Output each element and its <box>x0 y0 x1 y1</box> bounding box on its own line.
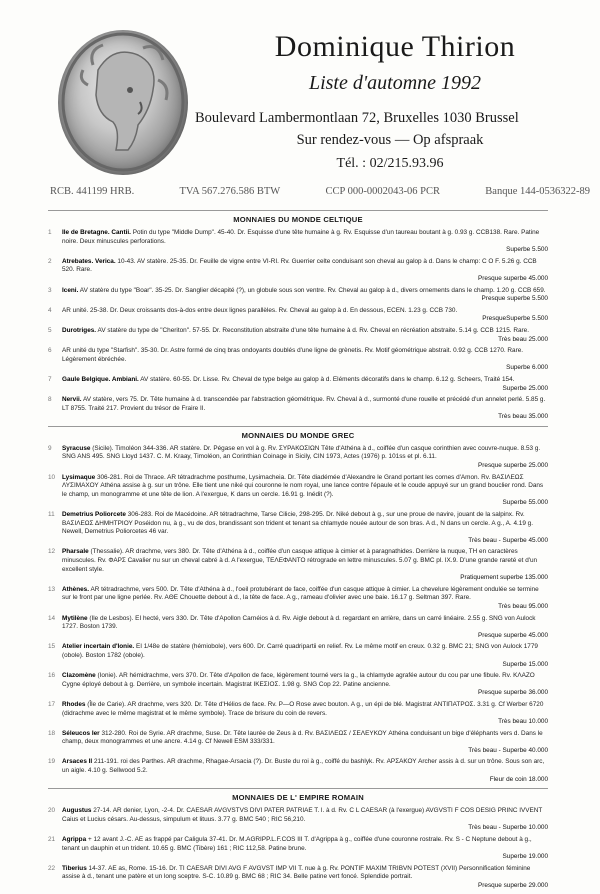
coin-portrait-image <box>58 30 188 175</box>
entry-heading: Ile de Bretagne. Cantii. <box>62 229 131 236</box>
section-divider <box>48 788 548 789</box>
catalogue-entry <box>48 672 548 698</box>
entry-number: 2 <box>48 257 52 265</box>
entry-number: 6 <box>48 347 52 355</box>
entry-description: AR unité du type "Starfish". 35-30. Dr. Astre formé de cinq bras ondoyants doublés d'une ligne de grènetis. Rv. Motif géométrique abstrait. 0.92 g. CCB 1270. Rare. Légèrement ébréchée. <box>62 347 524 363</box>
entry-heading: Atrebates. Verica. <box>62 257 116 265</box>
entry-grade-price: PresqueSuperbe 5.500 <box>482 315 548 323</box>
catalogue-entry <box>48 396 548 422</box>
catalogue-entry <box>48 445 548 471</box>
entry-heading: Iceni. <box>62 286 79 294</box>
catalogue-entry <box>48 643 548 669</box>
entry-description: 306-281. Roi de Thrace. AR tétradrachme posthume, Lysimacheia. Dr. Tête diadémée d'Alexandre le Grand portant les cornes d'Amon. Rv. ΒΑΣΙΛΕΩΣ ΛΥΣΙΜΑΧΟΥ Athéna assise à g. sur un trône. Elle tient une niké qui couronne le nom royal, une lance contre l'épaule et le coude appuyé sur un grand bouclier rond. Dans le champ, un monogramme et une tête de lion. A l'exergue, K dans un cercle. 16.91 g. Inédit (?). <box>62 473 544 498</box>
entry-heading: Agrippa <box>62 836 87 844</box>
entry-grade-price: Fleur de coin 18.000 <box>489 775 548 783</box>
entry-description: EI 1/48e de statère (hémiobole), vers 600. Dr. Carré quadripartii en relief. Rv. Le même motif en creux. 0.32 g. BMC 21; SNG von Aulock 1779 (obole). Boston 1782 (obole). <box>62 643 538 659</box>
entry-grade-price: Presque superbe 29.000 <box>478 882 548 889</box>
entry-grade-price: Presque superbe 25.000 <box>478 462 548 470</box>
entry-number: 11 <box>48 511 55 519</box>
entry-heading: Clazomène <box>62 672 96 680</box>
catalogue-content <box>48 206 548 894</box>
entry-description: (Thessalie). AR drachme, vers 380. Dr. Tête d'Athéna à d., coiffée d'un casque attique à cimier et à paragnathides. Derrière la nuque, TH en caractères minuscules. Rv. ΦΑΡΣ Cavalier nu sur un cheval cabré à d. A l'exergue, ΤΕΛΕΦΑΝΤΟ rétrograde en lettre minuscules. 5.07 g. BMC pl. IX.9. D'une grande rareté et d'un excellent style. <box>62 548 538 573</box>
entry-grade-price: Presque superbe 45.000 <box>478 631 548 639</box>
entry-description: (Sicile). Timoléon 344-336. AR statère. Dr. Pégase en vol à g. Rv. ΣΥΡΑΚΟΣΙΩΝ Tête d'Athéna à d., coiffée d'un casque corinthien avec couvre-nuque. 8.53 g. SNG ANS 495. SNG Lloyd 1437. C. M. Kraay, Timoléon, an Corinthian Coinage in Sicily, CIN 1973, Actes (1976) p. 101ss et pl. 6.11. <box>62 444 541 461</box>
entry-grade-price: Presque superbe 45.000 <box>478 274 548 282</box>
entry-heading: Demetrius Poliorcete <box>62 511 126 519</box>
entry-description: Potin du type "Middle Dump". 45-40. Dr. Esquisse d'une tête humaine à g. Rv. Esquisse d'un taureau boutant à g. 0.93 g. CCB138. Rare. Patine noire. Deux minuscules perforations. <box>62 229 540 245</box>
entry-description: 10-43. AV statère. 25-35. Dr. Feuille de vigne entre VI-RI. Rv. Guerrier celte conduisant son cheval au galop à d. Dans le champ: C O F. 5.26 g. CCB 520. Rare. <box>62 257 537 274</box>
entry-description: + 12 avant J.-C. AE as frappé par Caligula 37-41. Dr. M.AGRIPP.L.F.COS III T. d'Agrippa à g., coiffée d'une couronne rostrale. Rv. S - C Neptune debout à g., tenant un dauphin et un trident. 10.65 g. BMC (Tibère) 161 ; RIC 112,58. Patine brune. <box>62 836 532 852</box>
section-heading: MONNAIES DU MONDE GREC <box>241 430 355 440</box>
entry-number: 7 <box>48 375 52 383</box>
catalogue-entry <box>48 836 548 862</box>
entry-number: 10 <box>48 473 56 481</box>
entry-heading: Nervii. <box>62 396 82 404</box>
entry-number: 22 <box>48 864 56 872</box>
catalogue-entry <box>48 327 548 344</box>
entry-description: 14-37. AE as, Rome. 15-16. Dr. TI CAESAR DIVI AVG F AVGVST IMP VII T. nue à g. Rv. PONTIF MAXIM TRIBVN POTEST (XVII) Personnification féminine assise à d., tenant une patère et un long sceptre. S-C. 10.89 g. BMC 68 ; RIC 34. Belle patine vert foncé. Splendide portrait. <box>62 864 531 881</box>
entry-description: AV statère du type de "Cheriton". 57-55. Dr. Reconstitution abstraite d'une tête humaine à d. Rv. Cheval en récréation abstraite. 5.14 g. CCB 1215. Rare. <box>97 326 529 334</box>
entry-grade-price: Superbe 6.000 <box>506 364 548 372</box>
entry-heading: Arsaces II <box>62 758 93 766</box>
entry-description: (Île de Carie). AR drachme, vers 320. Dr. Tête d'Hélios de face. Rv. P—O Rose avec bouton. A g., un épi de blé. Magistrat ΑΝΤΙΠΑΤΡΟΣ. 3.31 g. Cf Werber 6720 (didrachme avec le même magistrat et le même symbole). Trace de brisure du coin de revers. <box>62 700 544 717</box>
catalogue-entry <box>48 376 548 393</box>
entry-grade-price: Superbe 55.000 <box>502 499 548 507</box>
entry-heading: Syracuse <box>62 444 91 452</box>
catalogue-entry <box>48 548 548 582</box>
entry-description: AV statère, vers 75. Dr. Tête humaine à d. transcendée par l'abstraction géométrique. Rv. Cheval à d., surmonté d'une rouelle et précédé d'un annelet perlé. 5.85 g. LT 8755. Traité 217. Provient du trésor de Fraire II. <box>62 396 546 412</box>
entry-number: 15 <box>48 643 56 651</box>
catalogue-entry <box>48 229 548 255</box>
catalogue-entry <box>48 807 548 833</box>
entry-number: 13 <box>48 585 56 593</box>
catalogue-entry <box>48 758 548 784</box>
entry-description: AV statère. 60-55. Dr. Lisse. Rv. Cheval de type belge au galop à d. Eléments décoratifs dans le champ. 6.12 g. Scheers, Traité 154. <box>140 375 515 383</box>
entry-heading: Athènes. <box>62 585 89 593</box>
entry-number: 17 <box>48 700 56 708</box>
entry-description: 211-191. roi des Parthes. AR drachme, Rhagae-Arsacia (?). Dr. Buste du roi à g., coiffé du bashlyk. Rv. ΑΡΣΑΚΟΥ Archer assis à d. sur un trône. Sous son arc, un aigle. 4.10 g. Sellwood 5.2. <box>62 758 545 775</box>
section-divider <box>48 210 548 211</box>
entry-description: AR tétradrachme, vers 500. Dr. Tête d'Athéna à d., l'oeil protubérant de face, coiffée d'un casque attique à cimier. La chevelure légèrement ondulée se termine sur le front par une ligne perlée. Rv. AΘE Chouette debout à d., la tête de face. A g., rameau d'olivier avec une baie. 16.17 g. Seltman 397. Rare. <box>62 585 539 602</box>
entry-number: 14 <box>48 614 56 622</box>
address: Boulevard Lambermontlaan 72, Bruxelles 1030 Brussel <box>195 110 519 126</box>
entry-grade-price: Très beau 25.000 <box>498 335 548 343</box>
phone-number: Tél. : 02/215.93.96 <box>336 156 444 171</box>
entry-heading: Rhodes <box>62 700 86 708</box>
entry-number: 16 <box>48 672 56 680</box>
entry-number: 18 <box>48 729 56 737</box>
entry-number: 4 <box>48 306 52 314</box>
registration-line <box>50 186 590 197</box>
catalogue-entry <box>48 615 548 641</box>
entry-grade-price: Superbe 15.000 <box>502 660 548 668</box>
catalogue-entry <box>48 511 548 545</box>
entry-number: 3 <box>48 286 52 294</box>
rcb-number: RCB. 441199 HRB. <box>50 186 135 197</box>
entry-number: 1 <box>48 229 52 236</box>
entry-number: 19 <box>48 758 56 766</box>
entry-grade-price: Presque superbe 36.000 <box>478 689 548 697</box>
entry-grade-price: Très beau 35.000 <box>498 413 548 421</box>
entry-heading: Pharsale <box>62 548 89 556</box>
entry-heading: Tiberius <box>62 864 87 872</box>
catalogue-entry <box>48 347 548 373</box>
entry-heading: Augustus <box>62 807 92 815</box>
entry-grade-price: Presque superbe 5.500 <box>481 295 548 303</box>
entry-grade-price: Superbe 25.000 <box>502 384 548 392</box>
entry-description: 306-283. Roi de Macédoine. AR tétradrachme, Tarse Cilicie, 298-295. Dr. Niké debout à g., sur une proue de navire, jouant de la salpinx. Rv. ΒΑΣΙΛΕΩΣ ΔΗΜΗΤΡΙΟΥ Poséidon nu, à g., vu de dos, brandissant son trident et tenant sa chlamyde nouée autour de son bras. A d., N dans un cercle. A g., A. 4.19 g. Newell, Demetrius Poliorcetes 46 var. <box>62 511 533 536</box>
entry-grade-price: Superbe 19.000 <box>502 853 548 861</box>
appointment-note: Sur rendez-vous — Op afspraak <box>296 132 484 148</box>
entry-number: 12 <box>48 548 56 556</box>
entry-grade-price: Très beau - Superbe 10.000 <box>468 824 548 832</box>
dealer-name: Dominique Thirion <box>274 30 516 63</box>
section-heading: MONNAIES DU MONDE CELTIQUE <box>233 215 363 224</box>
entry-heading: Mytilène <box>62 614 88 622</box>
bank-number: Banque 144-0536322-89 <box>485 186 590 197</box>
entry-heading: Gaule Belgique. Ambiani. <box>62 375 139 383</box>
section-divider <box>48 426 548 427</box>
tva-number: TVA 567.276.586 BTW <box>179 186 281 197</box>
section-heading: MONNAIES DE L' EMPIRE ROMAIN <box>232 793 364 803</box>
entry-heading: Atelier incertain d'Ionie. <box>62 643 135 651</box>
entry-grade-price: Très beau - Superbe 40.000 <box>468 746 548 754</box>
catalogue-entry <box>48 287 548 304</box>
entry-number: 20 <box>48 807 56 815</box>
entry-grade-price: Superbe 5.500 <box>506 246 548 254</box>
ccp-number: CCP 000-0002043-06 PCR <box>325 186 441 197</box>
entry-number: 5 <box>48 326 52 334</box>
entry-description: 27-14. AR denier, Lyon, -2-4. Dr. CAESAR AVGVSTVS DIVI PATER PATRIAE T. l. à d. Rv. C L CAESAR (à l'exergue) AVGVSTI F COS DESIG PRINC IVVENT Caius et Lucius césars. Au-dessus, simpulum et lituus. 3.77 g. BMC 540 ; RIC 56,210. <box>62 807 543 823</box>
entry-number: 9 <box>48 444 52 452</box>
entry-description: AV statère du type "Boar". 35-25. Dr. Sanglier décapité (?), un globule sous son ventre. Rv. Cheval au galop à d., divers ornements dans le champ. 1.20 g. CCB 659. <box>79 286 546 294</box>
catalogue-entry <box>48 730 548 756</box>
entry-grade-price: Très beau - Superbe 45.000 <box>468 536 548 544</box>
entry-description: AR unité. 25-38. Dr. Deux croissants dos-à-dos entre deux lignes parallèles. Rv. Cheval au galop à d. En dessous, ECEN. 1.23 g. CCB 730. <box>62 306 458 314</box>
entry-heading: Séleucos Ier <box>62 729 100 737</box>
entry-heading: Lysimaque <box>62 473 96 481</box>
entry-heading: Durotriges. <box>62 326 97 334</box>
entry-grade-price: Très beau 95.000 <box>498 602 548 610</box>
entry-description: (Ile de Lesbos). EI hecté, vers 330. Dr. Tête d'Apollon Carnéios à d. Rv. Aigle debout à d. regardant en arrière, dans un carré linéaire. 2.55 g. SNG von Aulock 1727. Boston 1739. <box>62 614 536 631</box>
entry-grade-price: Pratiquement superbe 135.000 <box>460 574 548 582</box>
entry-number: 21 <box>48 836 56 844</box>
catalogue-entry <box>48 258 548 284</box>
entry-number: 8 <box>48 396 52 404</box>
entry-grade-price: Très beau 10.000 <box>498 718 548 726</box>
list-title: Liste d'automne 1992 <box>308 72 482 94</box>
catalogue-entry <box>48 865 548 891</box>
catalogue-entry <box>48 474 548 508</box>
catalogue-entry <box>48 701 548 727</box>
entry-description: 312-280. Roi de Syrie. AR drachme, Suse. Dr. Tête laurée de Zeus à d. Rv. ΒΑΣΙΛΕΩΣ / ΣΕΛΕΥΚΟΥ Athéna conduisant un bige d'éléphants vers d. Dans le champ, deux monogrammes et une ancre. 4.14 g. Cf Newell ESM 333/331. <box>62 729 543 746</box>
catalogue-entry <box>48 307 548 324</box>
entry-description: (Ionie). AR hémidrachme, vers 370. Dr. Tête d'Apollon de face, légèrement tourné vers la g., la chlamyde agrafée autour du cou par une fibule. Rv. ΚΛΑΖΟ Cygne éployé debout à g. Derrière, un symbole incertain. Magistrat ΙΚΕΣΙΟΣ. 1.98 g. SNG Cop 22. Patine ancienne. <box>62 672 535 688</box>
catalogue-entry <box>48 586 548 612</box>
